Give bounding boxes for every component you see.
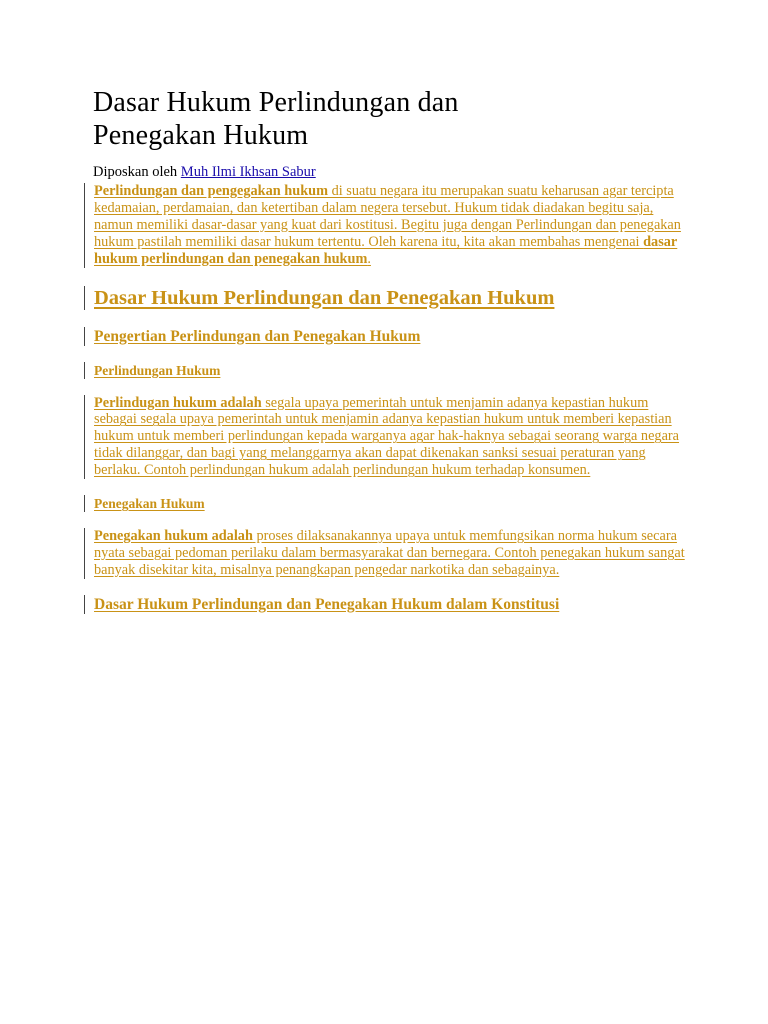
- intro-tail: .: [367, 250, 371, 267]
- heading-perlindungan[interactable]: Perlindungan Hukum: [84, 362, 693, 379]
- intro-text: di suatu negara itu merupakan suatu keharusan agar tercipta kedamaian, perdamaian, dan ketertiban dalam negera tersebut. Hukum tidak diadakan begitu saja, namun memiliki dasar-dasar yang kuat dari kostitusi. Begitu juga dengan Perlindungan dan penegakan hukum pastilah memiliki dasar hukum tertentu. Oleh karena itu, kita akan membahas mengenai: [94, 183, 681, 250]
- perlindungan-bold: Perlindugan hukum adalah: [94, 394, 262, 411]
- intro-paragraph[interactable]: [84, 183, 693, 268]
- perlindungan-paragraph[interactable]: [84, 395, 693, 480]
- byline-prefix: Diposkan oleh: [93, 164, 181, 180]
- intro-bold-start: Perlindungan dan pengegakan hukum: [94, 183, 328, 199]
- author-link[interactable]: Muh Ilmi Ikhsan Sabur: [180, 164, 316, 180]
- heading-penegakan[interactable]: Penegakan Hukum: [84, 495, 693, 512]
- byline: [93, 163, 693, 181]
- penegakan-text: proses dilaksanakannya upaya untuk memfungsikan norma hukum secara nyata sebagai pedoman perilaku dalam bermasyarakat dan bernegara. Contoh penegakan hukum sangat banyak disekitar kita, misalnya penangkapan pengedar narkotika dan sebagainya.: [94, 528, 685, 578]
- heading-konstitusi[interactable]: Dasar Hukum Perlindungan dan Penegakan Hukum dalam Konstitusi: [84, 595, 693, 614]
- title-line-2: Penegakan Hukum: [93, 120, 309, 151]
- heading-pengertian[interactable]: Pengertian Perlindungan dan Penegakan Hukum: [84, 327, 693, 346]
- perlindungan-text: segala upaya pemerintah untuk menjamin adanya kepastian hukum sebagai segala upaya pemerintah untuk menjamin adanya kepastian hukum untuk memberi kepastian hukum untuk memberi perlindungan kepada warganya agar hak-haknya sebagai seorang warga negara tidak dilanggar, dan bagi yang melanggarnya akan dapat dikenakan sanksi sesuai peraturan yang berlaku. Contoh perlindungan hukum adalah perlindungan hukum terhadap konsumen.: [94, 394, 680, 479]
- heading-main[interactable]: Dasar Hukum Perlindungan dan Penegakan Hukum: [84, 286, 693, 310]
- article: [93, 86, 693, 614]
- page-title: [93, 86, 693, 152]
- title-line-1: Dasar Hukum Perlindungan dan: [93, 87, 459, 118]
- penegakan-paragraph[interactable]: [84, 528, 693, 579]
- intro-bold-end: dasar hukum perlindungan dan penegakan hukum: [94, 233, 678, 267]
- penegakan-bold: Penegakan hukum adalah: [94, 528, 253, 545]
